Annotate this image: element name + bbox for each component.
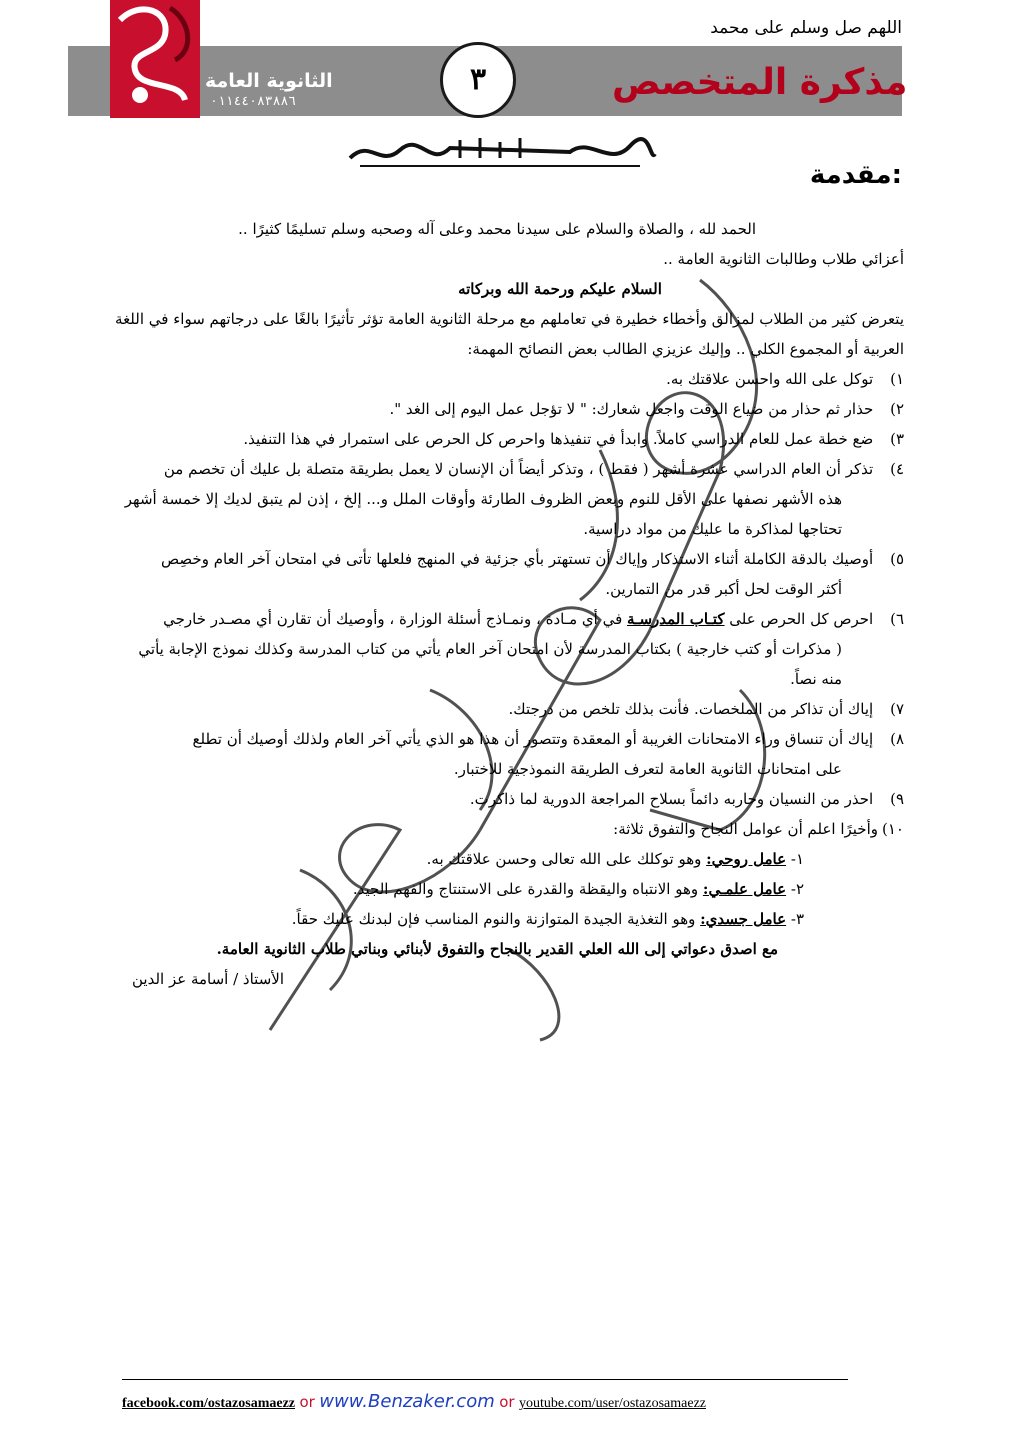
list-item: ٩) احذر من النسيان وحاربه دائماً بسلاح المراجعة الدورية لما ذاكرت. — [469, 790, 904, 808]
students-greeting: أعزائي طلاب وطالبات الثانوية العامة .. — [663, 250, 904, 268]
top-dua-text: اللهم صل وسلم على محمد — [710, 18, 902, 38]
list-item-continuation: على امتحانات الثانوية العامة لتعرف الطريقة النموذجية للاختبار. — [453, 760, 842, 778]
list-item-continuation: ( مذكرات أو كتب خارجية ) بكتاب المدرسة لأن امتحان آخر العام يأتي من كتاب المدرسة وكذلك نموذج الإجابة يأتي — [138, 640, 842, 658]
page-number: ٣ — [440, 42, 516, 118]
intro-paragraph-line-1: يتعرض كثير من الطلاب لمزالق وأخطاء خطيرة في تعاملهم مع مرحلة الثانوية العامة تؤثر تأثيرًا بالغًا على درجاتهم سواء في اللغة — [115, 310, 904, 328]
phone-number: ٠١١٤٤٠٨٣٨٨٦ — [210, 94, 297, 109]
brand-title: مذكرة المتخصص — [612, 62, 908, 103]
list-item: ٧) إياك أن تذاكر من الملخصات. فأنت بذلك تلخص من درجتك. — [508, 700, 904, 718]
list-item: ٤) تذكر أن العام الدراسي عشرة أشهر ( فقط ) ، وتذكر أيضاً أن الإنسان لا يعمل بطريقة متصلة بل عليك أن تخصم من — [163, 460, 904, 478]
or-separator: or — [499, 1393, 515, 1411]
intro-paragraph-line-2: العربية أو المجموع الكلي .. وإليك عزيزي الطالب بعض النصائح المهمة: — [467, 340, 904, 358]
salam-line: السلام عليكم ورحمة الله وبركاته — [458, 280, 662, 298]
factor-item: ٣- عامل جسدي: وهو التغذية الجيدة المتوازنة والنوم المناسب فإن لبدنك عليك حقاً. — [291, 910, 804, 928]
basmala-calligraphy — [340, 128, 660, 176]
ornament-logo — [110, 0, 200, 118]
factor-item: ١- عامل روحي: وهو توكلك على الله تعالى وحسن علاقتك به. — [426, 850, 804, 868]
school-book-emphasis: كتـاب المدرسـة — [627, 610, 725, 628]
intro-heading: مقدمة: — [809, 160, 902, 190]
list-item-continuation: تحتاجها لمذاكرة ما عليك من مواد دراسية. — [583, 520, 842, 538]
list-item: ٦) احرص كل الحرص على كتـاب المدرسـة في أي مـادة ، ونمـاذج أسئلة الوزارة ، وأوصيك أن تقارن أي مصـدر خارجي — [163, 610, 904, 628]
website-link[interactable]: www.Benzaker.com — [319, 1391, 495, 1412]
document-body — [66, 214, 904, 994]
youtube-link[interactable]: youtube.com/user/ostazosamaezz — [519, 1396, 706, 1411]
list-item: ١) توكل على الله واحسن علاقتك به. — [666, 370, 904, 388]
footer-links — [122, 1391, 848, 1412]
footer-divider — [122, 1379, 848, 1380]
factor-item: ٢- عامل علمـي: وهو الانتباه واليقظة والقدرة على الاستنتاج والفهم الجيد. — [352, 880, 804, 898]
author-signature: الأستاذ / أسامة عز الدين — [131, 970, 284, 988]
list-item: ٨) إياك أن تنساق وراء الامتحانات الغريبة أو المعقدة وتتصور أن هذا هو الذي يأتي آخر العام ولذلك أوصيك أن تطلع — [192, 730, 904, 748]
list-item: ١٠)وأخيرًا اعلم أن عوامل النجاح والتفوق ثلاثة: — [613, 820, 904, 838]
list-item-continuation: هذه الأشهر نصفها على الأقل للنوم وبعض الظروف الطارئة وأوقات الملل و... إلخ ، إذن لم يتبق لديك إلا خمسة أشهر — [124, 490, 842, 508]
list-item: ٣) ضع خطة عمل للعام الدراسي كاملاً. وابدأ في تنفيذها واحرص كل الحرص على استمرار في هذا التنفيذ. — [243, 430, 904, 448]
praise-line: الحمد لله ، والصلاة والسلام على سيدنا محمد وعلى آله وصحبه وسلم تسليمًا كثيرًا .. — [238, 220, 756, 238]
list-item-continuation: أكثر الوقت لحل أكبر قدر من التمارين. — [605, 580, 842, 598]
list-item: ٥) أوصيك بالدقة الكاملة أثناء الاستذكار وإياك أن تستهتر بأي جزئية في المنهج فلعلها تأتى في امتحان آخر العام وخصِص — [161, 550, 904, 568]
facebook-link[interactable]: facebook.com/ostazosamaezz — [122, 1396, 296, 1411]
closing-prayer: مع اصدق دعواتي إلى الله العلي القدير بالنجاح والتفوق لأبنائي وبناتي طلاب الثانوية العامة. — [216, 940, 778, 958]
or-separator: or — [299, 1393, 315, 1411]
school-title: الثانوية العامة — [205, 70, 333, 92]
list-item: ٢) حذار ثم حذار من ضياع الوقت واجعل شعارك: " لا تؤجل عمل اليوم إلى الغد ". — [389, 400, 904, 418]
list-item-continuation: منه نصاً. — [790, 670, 842, 688]
